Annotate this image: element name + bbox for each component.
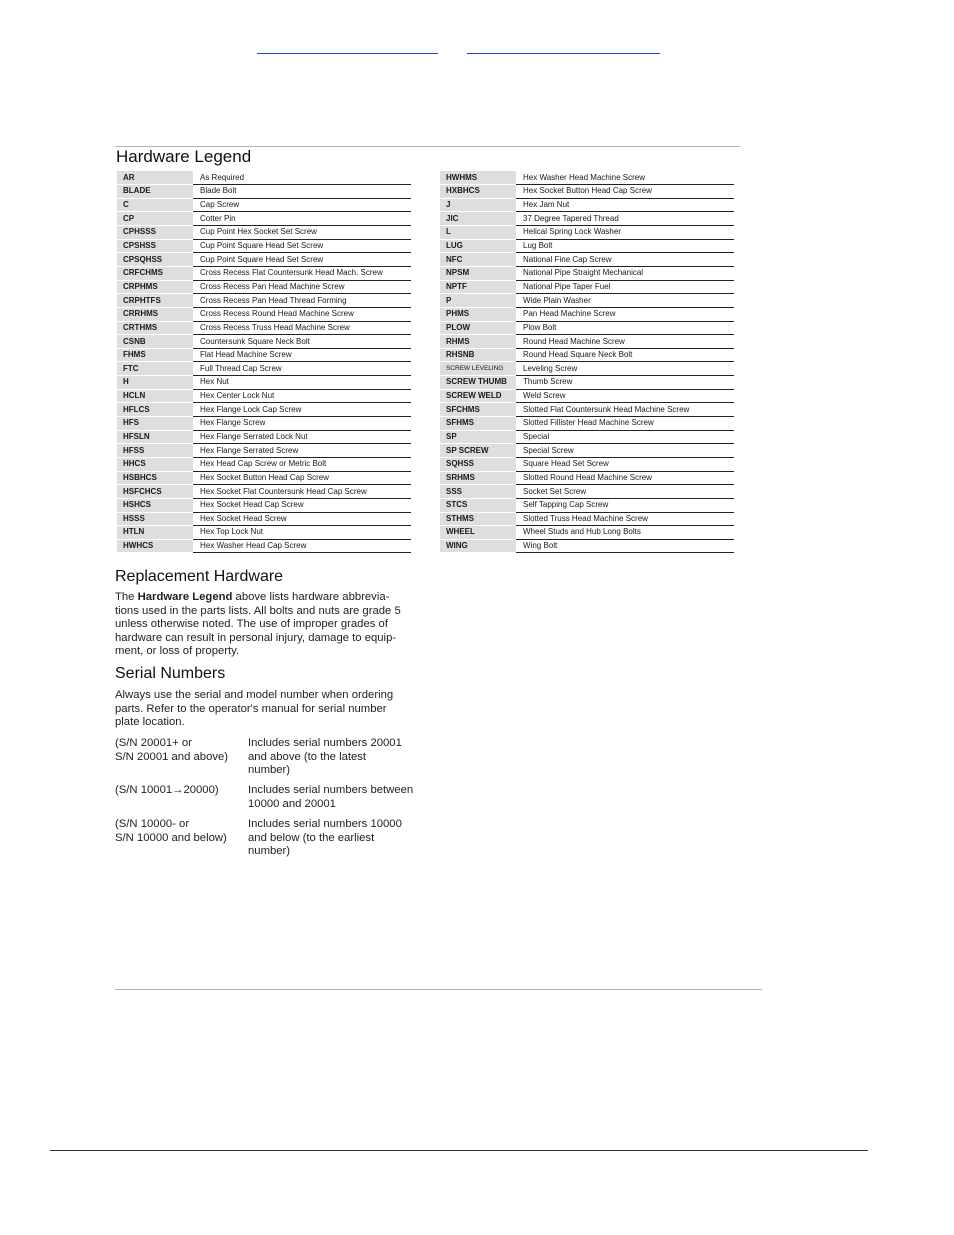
hardware-legend-title: Hardware Legend xyxy=(116,147,252,166)
legend-description: Wheel Studs and Hub Long Bolts xyxy=(516,526,734,540)
serial-numbers-heading: Serial Numbers xyxy=(115,665,226,682)
legend-row xyxy=(440,417,734,431)
legend-row xyxy=(117,280,411,294)
legend-abbreviation: HWHCS xyxy=(117,539,193,553)
legend-description: Countersunk Square Neck Bolt xyxy=(193,335,411,349)
legend-description: Hex Center Lock Nut xyxy=(193,389,411,403)
legend-abbreviation: HFS xyxy=(117,417,193,431)
legend-abbreviation: CSNB xyxy=(117,335,193,349)
legend-description: Special xyxy=(516,430,734,444)
serial-description-line: 10000 and 20001 xyxy=(248,797,336,810)
legend-row xyxy=(117,266,411,280)
legend-row xyxy=(440,362,734,376)
legend-row xyxy=(440,389,734,403)
legend-abbreviation: CRFCHMS xyxy=(117,266,193,280)
legend-abbreviation: LUG xyxy=(440,239,516,253)
legend-abbreviation: PLOW xyxy=(440,321,516,335)
legend-abbreviation: HFSLN xyxy=(117,430,193,444)
legend-row xyxy=(117,335,411,349)
legend-description: Thumb Screw xyxy=(516,376,734,390)
legend-description: Hex Socket Head Cap Screw xyxy=(193,498,411,512)
legend-abbreviation: CPSHSS xyxy=(117,239,193,253)
legend-description: Plow Bolt xyxy=(516,321,734,335)
legend-description: Lug Bolt xyxy=(516,239,734,253)
serial-numbers-intro xyxy=(115,689,430,730)
legend-description: Cup Point Square Head Set Screw xyxy=(193,253,411,267)
legend-abbreviation: SCREW THUMB xyxy=(440,376,516,390)
legend-row xyxy=(440,239,734,253)
legend-description: National Pipe Taper Fuel xyxy=(516,280,734,294)
bold-reference: Hardware Legend xyxy=(137,591,233,603)
legend-row xyxy=(440,485,734,499)
legend-row xyxy=(440,212,734,226)
legend-row xyxy=(117,212,411,226)
legend-row xyxy=(117,185,411,199)
legend-row xyxy=(440,498,734,512)
legend-abbreviation: CP xyxy=(117,212,193,226)
legend-row xyxy=(440,198,734,212)
legend-description: Hex Socket Button Head Cap Screw xyxy=(193,471,411,485)
legend-description: Hex Socket Flat Countersunk Head Cap Screw xyxy=(193,485,411,499)
paragraph-line xyxy=(115,605,401,617)
legend-description: Cap Screw xyxy=(193,198,411,212)
serial-range-description xyxy=(248,737,433,778)
paragraph-line: parts. Refer to the operator's manual for serial number xyxy=(115,702,387,715)
paragraph-line: Always use the serial and model number when ordering xyxy=(115,689,394,701)
legend-row xyxy=(117,471,411,485)
legend-row xyxy=(440,348,734,362)
legend-abbreviation: HFSS xyxy=(117,444,193,458)
header-link-left[interactable] xyxy=(257,43,438,54)
legend-abbreviation: NPSM xyxy=(440,266,516,280)
legend-description: Hex Head Cap Screw or Metric Bolt xyxy=(193,457,411,471)
legend-abbreviation: HSFCHCS xyxy=(117,485,193,499)
serial-description-line: number) xyxy=(248,845,291,858)
legend-abbreviation: HHCS xyxy=(117,457,193,471)
legend-description: Cross Recess Truss Head Machine Screw xyxy=(193,321,411,335)
legend-description: Hex Nut xyxy=(193,376,411,390)
serial-description-line: Includes serial numbers 10000 xyxy=(248,818,402,830)
serial-code-line: S/N 10000 and below) xyxy=(115,831,227,844)
legend-row xyxy=(117,485,411,499)
legend-description: Cotter Pin xyxy=(193,212,411,226)
legend-row xyxy=(117,539,411,553)
legend-description: Slotted Round Head Machine Screw xyxy=(516,471,734,485)
legend-description: Leveling Screw xyxy=(516,362,734,376)
legend-abbreviation: BLADE xyxy=(117,185,193,199)
legend-description: Self Tapping Cap Screw xyxy=(516,498,734,512)
legend-abbreviation: WHEEL xyxy=(440,526,516,540)
legend-abbreviation: CRRHMS xyxy=(117,307,193,321)
serial-description-line: and above (to the latest xyxy=(248,750,367,763)
legend-row xyxy=(440,280,734,294)
serial-range-description xyxy=(248,784,433,811)
legend-abbreviation: RHSNB xyxy=(440,348,516,362)
paragraph-line xyxy=(115,645,239,657)
legend-row xyxy=(440,294,734,308)
text-run: The xyxy=(115,591,138,603)
text-run: ment, or loss of property. xyxy=(115,645,240,658)
legend-row xyxy=(117,444,411,458)
replacement-hardware-text xyxy=(115,591,430,659)
legend-abbreviation: L xyxy=(440,226,516,240)
legend-description: Full Thread Cap Screw xyxy=(193,362,411,376)
legend-description: Cup Point Square Head Set Screw xyxy=(193,239,411,253)
legend-description: Hex Flange Screw xyxy=(193,417,411,431)
legend-row xyxy=(440,430,734,444)
legend-row xyxy=(117,294,411,308)
hardware-legend-table-left xyxy=(117,171,411,553)
legend-abbreviation: STHMS xyxy=(440,512,516,526)
legend-abbreviation: SQHSS xyxy=(440,457,516,471)
legend-row xyxy=(440,444,734,458)
legend-description: Helical Spring Lock Washer xyxy=(516,226,734,240)
legend-description: Cross Recess Round Head Machine Screw xyxy=(193,307,411,321)
legend-description: Cross Recess Flat Countersunk Head Mach. Screw xyxy=(193,266,411,280)
legend-row xyxy=(440,226,734,240)
legend-abbreviation: HCLN xyxy=(117,389,193,403)
paragraph-line xyxy=(115,591,389,603)
serial-range-description xyxy=(248,818,433,859)
serial-code-line: S/N 20001 and above) xyxy=(115,750,229,763)
legend-abbreviation: CPSQHSS xyxy=(117,253,193,267)
legend-row xyxy=(117,321,411,335)
legend-abbreviation: SFHMS xyxy=(440,417,516,431)
legend-row xyxy=(117,226,411,240)
legend-row xyxy=(117,498,411,512)
legend-row xyxy=(117,348,411,362)
legend-description: Hex Flange Serrated Screw xyxy=(193,444,411,458)
paragraph-line xyxy=(115,618,388,630)
legend-abbreviation: NPTF xyxy=(440,280,516,294)
serial-description-line: number) xyxy=(248,764,291,777)
legend-description: Hex Washer Head Cap Screw xyxy=(193,539,411,553)
legend-abbreviation: HXBHCS xyxy=(440,185,516,199)
legend-row xyxy=(117,526,411,540)
legend-row xyxy=(117,253,411,267)
legend-description: Square Head Set Screw xyxy=(516,457,734,471)
legend-row xyxy=(117,376,411,390)
legend-description: Cup Point Hex Socket Set Screw xyxy=(193,226,411,240)
legend-description: Round Head Square Neck Bolt xyxy=(516,348,734,362)
legend-row xyxy=(117,198,411,212)
serial-range-code xyxy=(115,784,245,798)
legend-abbreviation: H xyxy=(117,376,193,390)
legend-abbreviation: STCS xyxy=(440,498,516,512)
legend-description: Flat Head Machine Screw xyxy=(193,348,411,362)
legend-description: Hex Flange Lock Cap Screw xyxy=(193,403,411,417)
legend-row xyxy=(117,362,411,376)
legend-row xyxy=(117,430,411,444)
serial-description-line: Includes serial numbers 20001 xyxy=(248,737,402,749)
legend-description: Special Screw xyxy=(516,444,734,458)
legend-description: Wing Bolt xyxy=(516,539,734,553)
legend-description: Hex Socket Button Head Cap Screw xyxy=(516,185,734,199)
legend-row xyxy=(117,307,411,321)
legend-row xyxy=(440,185,734,199)
legend-description: Pan Head Machine Screw xyxy=(516,307,734,321)
serial-code-line: (S/N 10001→20000) xyxy=(115,784,219,796)
legend-description: Hex Top Lock Nut xyxy=(193,526,411,540)
legend-row xyxy=(117,417,411,431)
serial-description-line: and below (to the earliest xyxy=(248,831,375,844)
text-run: above lists hardware abbrevia- xyxy=(232,591,390,603)
legend-abbreviation: PHMS xyxy=(440,307,516,321)
legend-description: Round Head Machine Screw xyxy=(516,335,734,349)
legend-description: Hex Jam Nut xyxy=(516,198,734,212)
legend-row xyxy=(440,253,734,267)
legend-abbreviation: CRTHMS xyxy=(117,321,193,335)
legend-description: 37 Degree Tapered Thread xyxy=(516,212,734,226)
content-bottom-divider xyxy=(115,989,762,990)
legend-row xyxy=(440,526,734,540)
legend-description: Hex Flange Serrated Lock Nut xyxy=(193,430,411,444)
legend-description: Socket Set Screw xyxy=(516,485,734,499)
legend-abbreviation: C xyxy=(117,198,193,212)
paragraph-line: plate location. xyxy=(115,716,185,729)
page-footer-divider xyxy=(50,1150,868,1151)
legend-row xyxy=(117,389,411,403)
legend-description: Slotted Truss Head Machine Screw xyxy=(516,512,734,526)
serial-description-line: Includes serial numbers between xyxy=(248,784,414,796)
legend-abbreviation: CRPHMS xyxy=(117,280,193,294)
legend-abbreviation: HTLN xyxy=(117,526,193,540)
replacement-hardware-heading: Replacement Hardware xyxy=(115,568,284,585)
legend-abbreviation: WING xyxy=(440,539,516,553)
legend-description: Wide Plain Washer xyxy=(516,294,734,308)
serial-range-code xyxy=(115,737,245,764)
legend-abbreviation: FHMS xyxy=(117,348,193,362)
legend-description: Blade Bolt xyxy=(193,185,411,199)
legend-abbreviation: HSSS xyxy=(117,512,193,526)
legend-description: Slotted Flat Countersunk Head Machine Screw xyxy=(516,403,734,417)
legend-row xyxy=(440,171,734,185)
header-link-right[interactable] xyxy=(467,43,660,54)
legend-row xyxy=(440,457,734,471)
hardware-legend-table-right xyxy=(440,171,734,553)
legend-row xyxy=(117,457,411,471)
legend-row xyxy=(117,171,411,185)
legend-abbreviation: JIC xyxy=(440,212,516,226)
legend-row xyxy=(440,539,734,553)
text-run: unless otherwise noted. The use of improper grades of xyxy=(115,618,388,631)
legend-description: Cross Recess Pan Head Thread Forming xyxy=(193,294,411,308)
legend-abbreviation: HSHCS xyxy=(117,498,193,512)
legend-description: Cross Recess Pan Head Machine Screw xyxy=(193,280,411,294)
legend-abbreviation: J xyxy=(440,198,516,212)
paragraph-line xyxy=(115,632,396,644)
legend-abbreviation: SSS xyxy=(440,485,516,499)
legend-description: National Pipe Straight Mechanical xyxy=(516,266,734,280)
legend-row xyxy=(440,266,734,280)
legend-abbreviation: HWHMS xyxy=(440,171,516,185)
legend-abbreviation: AR xyxy=(117,171,193,185)
legend-abbreviation: HFLCS xyxy=(117,403,193,417)
text-run: tions used in the parts lists. All bolts and nuts are grade 5 xyxy=(115,604,401,617)
legend-abbreviation: CRPHTFS xyxy=(117,294,193,308)
legend-row xyxy=(117,403,411,417)
legend-description: Weld Screw xyxy=(516,389,734,403)
legend-row xyxy=(440,376,734,390)
legend-abbreviation: SP SCREW xyxy=(440,444,516,458)
legend-row xyxy=(117,239,411,253)
legend-abbreviation: SRHMS xyxy=(440,471,516,485)
legend-row xyxy=(440,471,734,485)
legend-abbreviation: SFCHMS xyxy=(440,403,516,417)
serial-code-line: (S/N 10000- or xyxy=(115,818,190,830)
legend-abbreviation: SP xyxy=(440,430,516,444)
legend-row xyxy=(117,512,411,526)
legend-description: Hex Socket Head Screw xyxy=(193,512,411,526)
legend-abbreviation: SCREW WELD xyxy=(440,389,516,403)
legend-abbreviation: CPHSSS xyxy=(117,226,193,240)
legend-row xyxy=(440,403,734,417)
legend-abbreviation: RHMS xyxy=(440,335,516,349)
legend-abbreviation: NFC xyxy=(440,253,516,267)
legend-abbreviation: P xyxy=(440,294,516,308)
legend-row xyxy=(440,512,734,526)
legend-row xyxy=(440,335,734,349)
legend-description: Slotted Fillister Head Machine Screw xyxy=(516,417,734,431)
serial-range-code xyxy=(115,818,245,845)
legend-row xyxy=(440,321,734,335)
legend-abbreviation: HSBHCS xyxy=(117,471,193,485)
legend-description: National Fine Cap Screw xyxy=(516,253,734,267)
legend-description: Hex Washer Head Machine Screw xyxy=(516,171,734,185)
legend-abbreviation: FTC xyxy=(117,362,193,376)
legend-description: As Required xyxy=(193,171,411,185)
legend-abbreviation: SCREW LEVELING xyxy=(440,362,516,376)
serial-code-line: (S/N 20001+ or xyxy=(115,737,192,749)
legend-row xyxy=(440,307,734,321)
text-run: hardware can result in personal injury, damage to equip- xyxy=(115,631,397,644)
